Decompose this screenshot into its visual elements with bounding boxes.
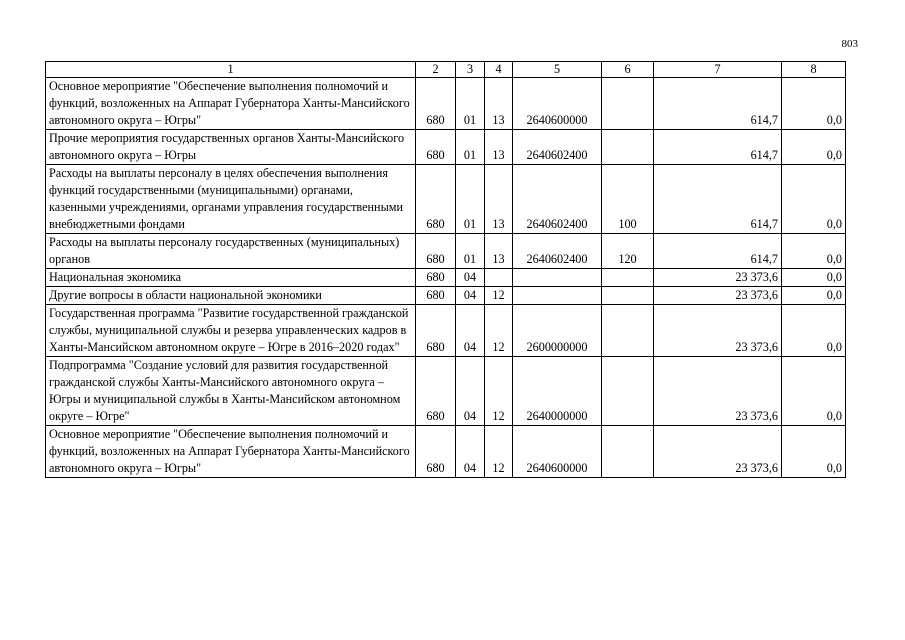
row-subsection-code: 13 bbox=[485, 234, 513, 269]
row-ministry-code: 680 bbox=[416, 165, 456, 234]
row-section-code: 04 bbox=[456, 426, 485, 478]
row-ministry-code: 680 bbox=[416, 357, 456, 426]
row-expense-type: 100 bbox=[602, 165, 654, 234]
row-section-code: 04 bbox=[456, 357, 485, 426]
row-amount: 23 373,6 bbox=[654, 426, 782, 478]
row-ministry-code: 680 bbox=[416, 234, 456, 269]
row-amount-2: 0,0 bbox=[782, 234, 846, 269]
column-header: 6 bbox=[602, 62, 654, 78]
row-amount: 614,7 bbox=[654, 165, 782, 234]
row-name: Расходы на выплаты персоналу в целях обеспечения выполнения функций государственными (муниципальными) органами, казенными учреждениями, органами управления государственными внебюджетными фондами bbox=[46, 165, 416, 234]
row-expense-type bbox=[602, 130, 654, 165]
row-expense-type bbox=[602, 78, 654, 130]
row-amount: 614,7 bbox=[654, 130, 782, 165]
budget-table bbox=[45, 61, 846, 478]
row-target-code bbox=[513, 287, 602, 305]
column-header: 5 bbox=[513, 62, 602, 78]
row-name: Подпрограмма "Создание условий для развития государственной гражданской службы Ханты-Мансийского автономного округа – Югры и муниципальной службы в Ханты-Мансийском автономном округе – Югре" bbox=[46, 357, 416, 426]
row-target-code: 2640602400 bbox=[513, 130, 602, 165]
row-subsection-code: 13 bbox=[485, 165, 513, 234]
row-target-code: 2640000000 bbox=[513, 357, 602, 426]
row-section-code: 01 bbox=[456, 165, 485, 234]
row-amount: 23 373,6 bbox=[654, 305, 782, 357]
row-section-code: 04 bbox=[456, 305, 485, 357]
column-header: 4 bbox=[485, 62, 513, 78]
row-amount: 614,7 bbox=[654, 78, 782, 130]
row-ministry-code: 680 bbox=[416, 78, 456, 130]
row-name: Основное мероприятие "Обеспечение выполнения полномочий и функций, возложенных на Аппарат Губернатора Ханты-Мансийского автономного округа – Югры" bbox=[46, 78, 416, 130]
row-expense-type bbox=[602, 357, 654, 426]
column-header: 7 bbox=[654, 62, 782, 78]
row-amount: 23 373,6 bbox=[654, 287, 782, 305]
row-amount-2: 0,0 bbox=[782, 305, 846, 357]
column-header: 1 bbox=[46, 62, 416, 78]
row-name: Национальная экономика bbox=[46, 269, 416, 287]
row-subsection-code: 12 bbox=[485, 287, 513, 305]
row-amount-2: 0,0 bbox=[782, 357, 846, 426]
row-target-code bbox=[513, 269, 602, 287]
row-subsection-code: 12 bbox=[485, 426, 513, 478]
table-row bbox=[46, 78, 846, 130]
table-header-row bbox=[46, 62, 846, 78]
row-expense-type bbox=[602, 269, 654, 287]
row-ministry-code: 680 bbox=[416, 426, 456, 478]
row-name: Расходы на выплаты персоналу государственных (муниципальных) органов bbox=[46, 234, 416, 269]
table-row bbox=[46, 234, 846, 269]
row-expense-type bbox=[602, 305, 654, 357]
row-target-code: 2640602400 bbox=[513, 165, 602, 234]
row-ministry-code: 680 bbox=[416, 305, 456, 357]
row-subsection-code: 12 bbox=[485, 305, 513, 357]
row-amount-2: 0,0 bbox=[782, 287, 846, 305]
row-amount-2: 0,0 bbox=[782, 165, 846, 234]
column-header: 3 bbox=[456, 62, 485, 78]
column-header: 8 bbox=[782, 62, 846, 78]
row-section-code: 01 bbox=[456, 78, 485, 130]
page-number: 803 bbox=[841, 38, 858, 50]
row-amount-2: 0,0 bbox=[782, 130, 846, 165]
row-ministry-code: 680 bbox=[416, 130, 456, 165]
table-row bbox=[46, 305, 846, 357]
row-name: Другие вопросы в области национальной экономики bbox=[46, 287, 416, 305]
row-section-code: 01 bbox=[456, 234, 485, 269]
row-subsection-code: 12 bbox=[485, 357, 513, 426]
row-target-code: 2640600000 bbox=[513, 426, 602, 478]
row-amount: 614,7 bbox=[654, 234, 782, 269]
row-section-code: 01 bbox=[456, 130, 485, 165]
row-section-code: 04 bbox=[456, 269, 485, 287]
row-subsection-code: 13 bbox=[485, 130, 513, 165]
table-row bbox=[46, 269, 846, 287]
row-expense-type: 120 bbox=[602, 234, 654, 269]
row-amount-2: 0,0 bbox=[782, 78, 846, 130]
column-header: 2 bbox=[416, 62, 456, 78]
row-name: Основное мероприятие "Обеспечение выполнения полномочий и функций, возложенных на Аппарат Губернатора Ханты-Мансийского автономного округа – Югры" bbox=[46, 426, 416, 478]
table-row bbox=[46, 287, 846, 305]
row-amount-2: 0,0 bbox=[782, 426, 846, 478]
table-row bbox=[46, 130, 846, 165]
table-row bbox=[46, 357, 846, 426]
row-name: Прочие мероприятия государственных органов Ханты-Мансийского автономного округа – Югры bbox=[46, 130, 416, 165]
row-section-code: 04 bbox=[456, 287, 485, 305]
row-target-code: 2640600000 bbox=[513, 78, 602, 130]
row-name: Государственная программа "Развитие государственной гражданской службы, муниципальной службы и резерва управленческих кадров в Ханты-Мансийском автономном округе – Югре в 2016–2020 годах" bbox=[46, 305, 416, 357]
row-amount-2: 0,0 bbox=[782, 269, 846, 287]
row-subsection-code: 13 bbox=[485, 78, 513, 130]
table-row bbox=[46, 165, 846, 234]
row-amount: 23 373,6 bbox=[654, 269, 782, 287]
row-expense-type bbox=[602, 426, 654, 478]
row-amount: 23 373,6 bbox=[654, 357, 782, 426]
table-row bbox=[46, 426, 846, 478]
row-ministry-code: 680 bbox=[416, 269, 456, 287]
row-ministry-code: 680 bbox=[416, 287, 456, 305]
row-expense-type bbox=[602, 287, 654, 305]
row-target-code: 2640602400 bbox=[513, 234, 602, 269]
row-subsection-code bbox=[485, 269, 513, 287]
row-target-code: 2600000000 bbox=[513, 305, 602, 357]
